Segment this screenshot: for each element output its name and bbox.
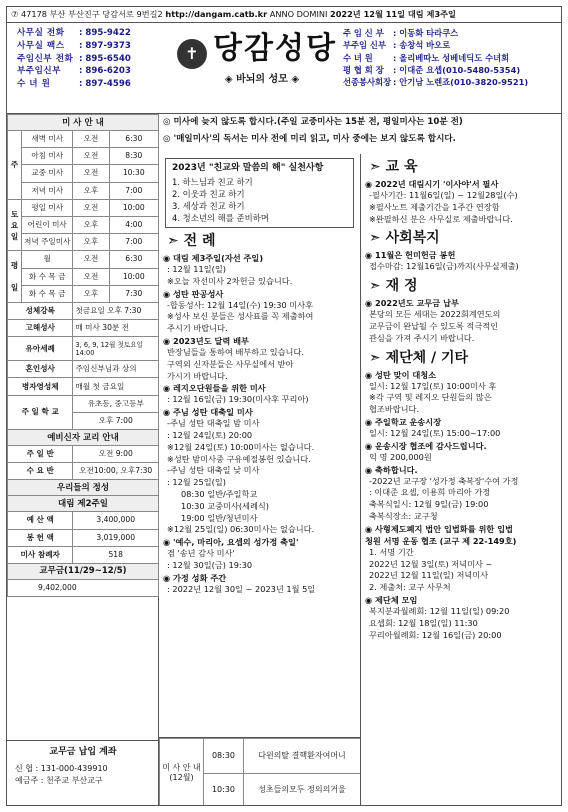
list-item: ◉ 가정 성화 주간 — [163, 572, 227, 583]
dues-account-title: 교무금 납입 계좌 — [49, 747, 117, 757]
list-item: : 이대준 요셉, 이용희 마리아 가정 — [369, 487, 491, 498]
list-item: ◉ 2023년도 달력 배부 — [163, 335, 249, 346]
anno-domini: ANNO DOMINI — [269, 9, 328, 19]
liturgy-list — [159, 252, 360, 596]
list-item: 겸 '송년 감사 미사' — [167, 548, 235, 559]
list-item: 3. 세상과 친교 하기 — [172, 201, 245, 211]
list-item: 08:30 일반/주일학교 — [181, 488, 258, 499]
table-row: 주 일 학 교 유초등, 중고등부 — [8, 395, 159, 412]
section-heading: ➣ 교 육 — [369, 159, 418, 175]
church-subtitle: ◈ 바뇌의 성모 ◈ — [224, 74, 300, 85]
list-item: -합동성사: 12월 14일(수) 19:30 미사후 — [167, 299, 314, 310]
list-item: ◉ 2022년도 교무금 납부 — [365, 298, 459, 309]
list-item: ◉ 주님 성탄 대축일 미사 — [163, 407, 253, 418]
contact-row: 수 녀 원 : 897-4596 — [17, 79, 131, 90]
table-row: 오후 7:00 — [8, 412, 159, 429]
table-row: 미사 참례자 518 — [8, 546, 159, 563]
section-heading: ➣ 재 정 — [369, 278, 418, 295]
staff-row: 수 녀 원 : 올리베따노 성베네딕도 수녀회 — [343, 52, 510, 63]
list-item: 주시기 바랍니다. — [167, 323, 228, 334]
list-item: 구역외 신자분들은 사무실에서 받아 — [167, 358, 294, 369]
section-heading: ➣ 사회복지 — [369, 230, 440, 247]
list-item: 2022년 12월 11일(일) 저녁미사 — [369, 570, 489, 581]
list-item: -2022년 교구장 '성가정 축복장'수여 가정 — [369, 475, 519, 486]
list-item: ※12월 25일(일) 06:30미사는 없습니다. — [167, 524, 315, 535]
section-heading: ➣ 제단체 / 기타 — [369, 349, 469, 366]
right-sections — [361, 158, 562, 641]
table-row: 화 수 목 금 오전 10:00 — [8, 268, 159, 285]
postal-code: 47178 — [20, 9, 47, 19]
dues-account-number: 신 협 : 131-000-439910 — [15, 764, 108, 773]
dues-account-box — [7, 740, 159, 806]
list-item: ◉ 주일학교 운송시장 — [365, 416, 442, 427]
list-item: ◉ 2022년 대림시기 '이사야'서 필사 — [365, 179, 499, 189]
table-row: 혼인성사 주임신부님과 상의 — [8, 361, 159, 378]
mass-guide-intent: 다윈의탈 결핵환자여머니 — [244, 739, 361, 774]
list-item: -필사기간: 11월6일(일) ~ 12월28일(수) — [369, 190, 518, 200]
list-item: 익 명 200,000원 — [369, 451, 432, 462]
middle-column — [159, 154, 361, 806]
website-link[interactable]: http://dangam.catb.kr — [165, 9, 268, 19]
list-item: 본당의 모든 세대는 2022회계연도의 — [369, 309, 501, 320]
staff-row: 선종봉사회장 : 안기남 노렌죠(010-3820-9521) — [343, 77, 529, 88]
list-item: : 12월 11일(일) — [167, 264, 226, 274]
list-item: 반장님들을 통하여 배부하고 있습니다. — [167, 346, 304, 357]
list-item: ◉ 성탄 판공성사 — [163, 288, 224, 299]
table-row: 토 요 일 평일 미사 오전 10:00 — [8, 199, 159, 216]
list-item: ◉ 레지오단원들을 위한 미사 — [163, 383, 266, 394]
staff-row: 주 임 신 부 : 이동화 타라쿠스 — [343, 28, 459, 38]
table-row: 아침 미사 오전 8:30 — [8, 148, 159, 165]
list-item: ◉ 제단체 모임 — [365, 594, 418, 605]
list-item: 10:30 교중미사(세례식) — [181, 500, 269, 511]
table-row: 수 요 반 오전10:00, 오후7:30 — [8, 463, 159, 480]
prep-header: 예비신자 교리 안내 — [8, 430, 159, 446]
right-column — [361, 154, 562, 806]
list-item: ※각 구역 및 레지오 단원들의 많은 — [369, 392, 492, 403]
table-row: 주 새벽 미사 오전 6:30 — [8, 131, 159, 148]
list-item: ※완필하신 분은 사무실로 제출바랍니다. — [369, 213, 513, 224]
list-item: 복지분과월례회: 12월 11일(일) 09:20 — [369, 605, 510, 616]
list-item: 일시: 12월 17일(토) 10:00미사 후 — [369, 380, 497, 391]
table-row: 평 일 월 오전 6:30 — [8, 251, 159, 268]
list-item: 2. 제출처: 교구 사무처 — [369, 582, 451, 593]
list-item: ◉ 운송시장 협조에 감사드립니다. — [365, 440, 487, 451]
left-column — [7, 114, 159, 806]
list-item: 협조바랍니다. — [369, 404, 420, 415]
contact-row: 부주임신부 : 896-6203 — [17, 66, 131, 77]
list-item: 청원 서명 운동 협조 (교구 제 22-149호) — [365, 535, 517, 546]
list-item: 1. 서명 기간 — [369, 546, 414, 557]
table-row: 9,402,000 — [8, 579, 159, 596]
list-item: 관심을 가져 주시기 바랍니다. — [369, 332, 475, 343]
notice-2: ◎ '매일미사'의 독서는 미사 전에 미리 읽고, 미사 중에는 보지 않도록 합시다. — [163, 134, 456, 144]
top-bar — [11, 7, 559, 21]
dues-account-holder: 예금주 : 천주교 부산교구 — [15, 776, 103, 785]
contact-row: 사무실 팩스 : 897-9373 — [17, 40, 131, 51]
notice-1: ◎ 미사에 늦지 않도록 합시다.(주일 교중미사는 15분 전, 평일미사는 10분 전) — [163, 117, 463, 127]
list-item: ※필사노트 제출기간을 1주간 연장함 — [369, 201, 500, 212]
list-item: 2. 이웃과 친교 하기 — [172, 189, 245, 199]
list-item: 접수마감: 12월16일(금)까지(사무실제출) — [369, 261, 519, 272]
staff-row: 평 협 회 장 : 이대준 요셉(010-5480-5354) — [343, 64, 521, 75]
mass-schedule-table — [7, 114, 159, 597]
list-item: 교무금이 완납될 수 있도록 적극적인 — [369, 320, 499, 331]
offering-subheader: 대림 제2주일 — [8, 496, 159, 512]
contact-list — [17, 27, 169, 91]
table-row: 성체강복 첫금요일 오후 7:30 — [8, 302, 159, 319]
list-item: : 12월 24일(토) 20:00 — [167, 429, 253, 440]
mass-guide-intent: 성초들의모두 정의의거울 — [244, 773, 361, 806]
table-row: 화 수 목 금 오후 7:30 — [8, 285, 159, 302]
practice-box — [165, 158, 354, 228]
table-row: 어린이 미사 오후 4:00 — [8, 216, 159, 233]
contact-row: 사무실 전화 : 895-9422 — [17, 28, 131, 38]
notice-bar — [159, 114, 562, 154]
list-item: 가시기 바랍니다. — [167, 370, 228, 381]
contact-row: 주임신부 전화 : 895-6540 — [17, 53, 131, 64]
staff-row: 부주임 신부 : 송창석 바오로 — [343, 40, 451, 51]
table-row: 저녁 미사 오후 7:00 — [8, 182, 159, 199]
list-item: : 12월 25일(일) — [167, 477, 226, 488]
table-row: 교중 미사 오전 10:30 — [8, 165, 159, 182]
list-item: 요셉회: 12월 18일(일) 11:30 — [369, 617, 478, 628]
list-item: ◉ 사형제도폐지 법안 입법화를 위한 입법 — [365, 523, 513, 534]
header — [7, 22, 562, 114]
list-item: : 12월 16일(금) 19:30(미사후 꾸리아) — [167, 394, 309, 405]
list-item: ◉ 11월은 헌미헌금 봉헌 — [365, 250, 456, 261]
list-item: 꾸리아월례회: 12월 16일(금) 20:00 — [369, 629, 502, 640]
list-item: ◉ 축하합니다. — [365, 464, 418, 475]
list-item: 4. 청소년의 해를 준비하며 — [172, 213, 269, 223]
mass-guide-time: 10:30 — [204, 773, 244, 806]
bulletin-date: 2022년 12월 11일 대림 제3주일 — [330, 9, 456, 19]
issue-number: ⑦ — [11, 9, 19, 19]
table-row: 저녁 주일미사 오후 7:00 — [8, 234, 159, 251]
table-row: 봉 헌 액 3,019,000 — [8, 529, 159, 546]
church-title: 당감성당 — [213, 31, 337, 66]
list-item: ◉ 성탄 맞이 대청소 — [365, 369, 437, 380]
list-item: 2022년 12월 3일(토) 저녁미사 ~ — [369, 558, 493, 569]
table-row: 주 일 반 오전 9:00 — [8, 446, 159, 463]
liturgy-heading: ➣ 전 례 — [167, 233, 216, 249]
practice-title: 2023년 "친교와 말씀의 해" 실천사항 — [172, 163, 324, 173]
list-item: -주님 성탄 대축일 밤 미사 — [167, 418, 260, 429]
church-logo-icon: ✝ — [177, 39, 207, 69]
list-item: ◉ 대림 제3주일(자선 주일) — [163, 253, 264, 263]
staff-list — [343, 27, 559, 88]
bulletin-page — [6, 6, 562, 806]
mass-schedule-header: 미 사 안 내 — [8, 115, 159, 131]
list-item: ※성탄 밤미사중 구유예절봉헌 있습니다. — [167, 453, 311, 464]
mass-guide-label: 미 사 안 내 (12월) — [160, 739, 204, 807]
table-row: 병자영성체 매월 첫 금요일 — [8, 378, 159, 395]
list-item: : 12월 30일(금) 19:30 — [167, 559, 253, 570]
table-row: 유아세례 3, 6, 9, 12월 첫토요일14:00 — [8, 337, 159, 361]
table-row: 예 산 액 3,400,000 — [8, 512, 159, 529]
list-item: ※오늘 자선미사 2차헌금 있습니다. — [167, 275, 293, 286]
list-item: ※성사 보신 분들은 성사표를 꼭 제출하여 — [167, 311, 314, 322]
address: 부산 부산진구 당감서로 9번길2 — [49, 9, 163, 19]
dues-header: 교무금(11/29~12/5) — [8, 563, 159, 579]
offering-header: 우리들의 정성 — [8, 480, 159, 496]
list-item: ◉ '예수, 마리아, 요셉의 성가정 축일' — [163, 537, 299, 548]
mass-guide-box — [159, 737, 361, 806]
list-item: 축복식일시: 12월 9일(금) 19:00 — [369, 499, 489, 510]
list-item: 19:00 일반/청년미사 — [181, 512, 258, 523]
list-item: 축복식장소: 교구청 — [369, 510, 438, 521]
list-item: 1. 하느님과 친교 하기 — [172, 177, 253, 187]
table-row: 고해성사 매 미사 30분 전 — [8, 320, 159, 337]
list-item: : 2022년 12월 30일 ~ 2023년 1월 5일 — [167, 583, 316, 594]
list-item: -주님 성탄 대축일 낮 미사 — [167, 465, 260, 476]
mass-guide-time: 08:30 — [204, 739, 244, 774]
list-item: 일시: 12월 24일(토) 15:00~17:00 — [369, 427, 501, 438]
list-item: ※12월 24일(토) 10:00미사는 없습니다. — [167, 441, 315, 452]
